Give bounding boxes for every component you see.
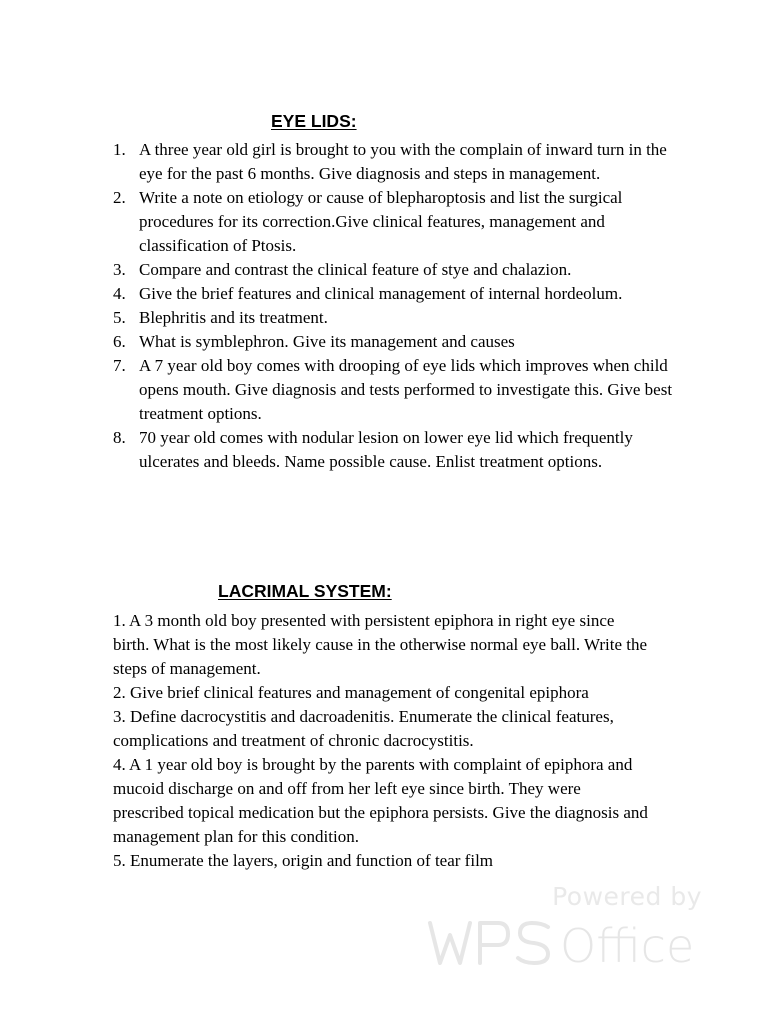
item-number: 6. bbox=[113, 332, 126, 351]
list-item: 2. Give brief clinical features and management of congenital epiphora bbox=[113, 683, 589, 702]
wps-office-watermark bbox=[426, 882, 706, 971]
list-item: 1. A 3 month old boy presented with persistent epiphora in right eye since birth. What is the most likely cause in the otherwise normal eye ball. Write the steps of management. bbox=[113, 611, 648, 678]
watermark-powered-by: Powered by bbox=[552, 882, 702, 911]
watermark-brand bbox=[426, 915, 706, 971]
item-number: 2. bbox=[113, 188, 126, 207]
list-item bbox=[113, 186, 673, 258]
item-text: 70 year old comes with nodular lesion on lower eye lid which frequently ulcerates and bleeds. Name possible cause. Enlist treatment options. bbox=[139, 428, 633, 471]
list-item bbox=[113, 426, 673, 474]
list-item: 4. A 1 year old boy is brought by the parents with complaint of epiphora and mucoid discharge on and off from her left eye since birth. They were prescribed topical medication but the epiphora persists. Give the diagnosis and management plan for this condition. bbox=[113, 755, 648, 846]
item-text: Write a note on etiology or cause of blepharoptosis and list the surgical procedures for its correction.Give clinical features, management and classification of Ptosis. bbox=[139, 188, 623, 255]
list-item bbox=[113, 138, 673, 186]
item-text: A three year old girl is brought to you with the complain of inward turn in the eye for the past 6 months. Give diagnosis and steps in management. bbox=[139, 140, 667, 183]
item-number: 8. bbox=[113, 428, 126, 447]
lacrimal-system-heading: LACRIMAL SYSTEM: bbox=[218, 581, 392, 601]
list-item bbox=[113, 258, 673, 282]
list-item bbox=[113, 306, 673, 330]
svg-text:Office: Office bbox=[560, 919, 695, 971]
item-number: 5. bbox=[113, 308, 126, 327]
list-item: 3. Define dacrocystitis and dacroadenitis. Enumerate the clinical features, complications and treatment of chronic dacrocystitis. bbox=[113, 707, 614, 750]
wps-office-logo-icon bbox=[426, 915, 706, 971]
item-number: 3. bbox=[113, 260, 126, 279]
eye-lids-question-list bbox=[113, 138, 673, 474]
lacrimal-question-list bbox=[113, 609, 653, 873]
item-text: A 7 year old boy comes with drooping of eye lids which improves when child opens mouth. Give diagnosis and tests performed to investigate this. Give best treatment options. bbox=[139, 356, 673, 423]
item-text: Compare and contrast the clinical feature of stye and chalazion. bbox=[139, 260, 572, 279]
item-text: Give the brief features and clinical management of internal hordeolum. bbox=[139, 284, 623, 303]
list-item bbox=[113, 330, 673, 354]
item-number: 4. bbox=[113, 284, 126, 303]
list-item bbox=[113, 354, 673, 426]
item-number: 7. bbox=[113, 356, 126, 375]
item-text: Blephritis and its treatment. bbox=[139, 308, 328, 327]
eye-lids-heading: EYE LIDS: bbox=[271, 111, 357, 131]
list-item bbox=[113, 282, 673, 306]
list-item: 5. Enumerate the layers, origin and function of tear film bbox=[113, 851, 494, 870]
item-text: What is symblephron. Give its management and causes bbox=[139, 332, 515, 351]
item-number: 1. bbox=[113, 140, 126, 159]
